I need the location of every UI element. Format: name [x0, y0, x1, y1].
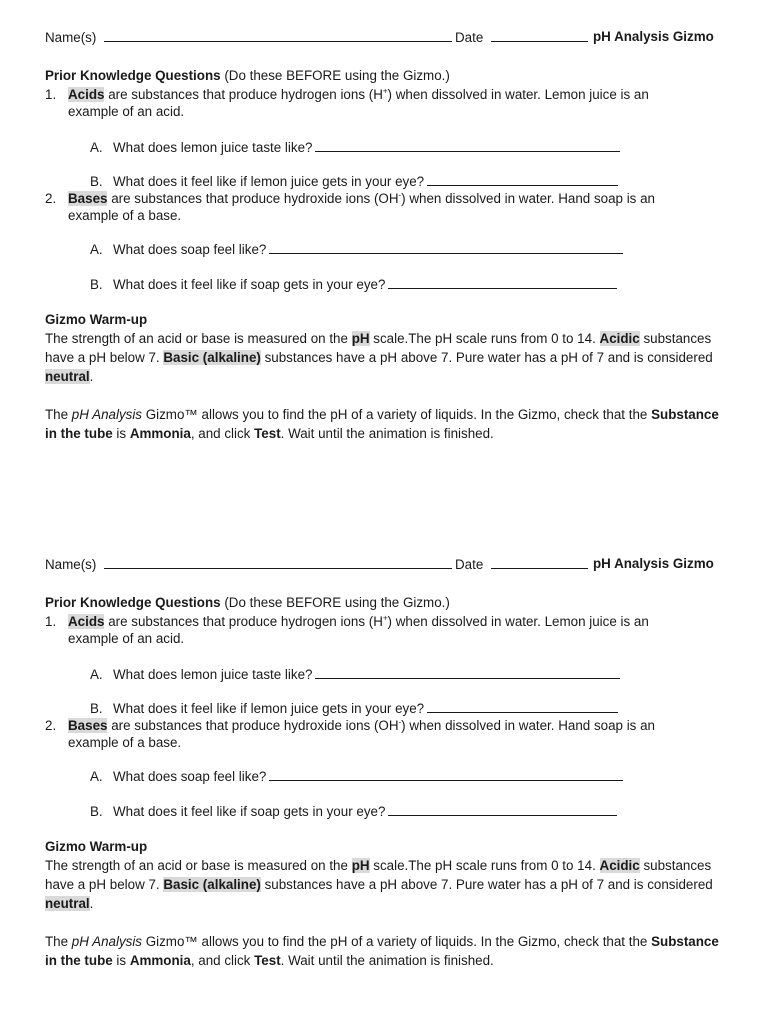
- question-1a: A. What does lemon juice taste like?: [90, 666, 620, 683]
- name-blank[interactable]: [104, 28, 452, 42]
- answer-blank[interactable]: [427, 700, 618, 713]
- date-blank[interactable]: [491, 28, 588, 42]
- term-ph: pH: [351, 331, 370, 346]
- term-bases: Bases: [68, 191, 108, 206]
- question-text: Bases are substances that produce hydroxide ions (OH-) when dissolved in water. Hand soap is an example of a base.: [68, 717, 655, 750]
- warmup-paragraph-2: The pH Analysis Gizmo™ allows you to find the pH of a variety of liquids. In the Gizmo, check that the Substance in the tube is Ammonia, and click Test. Wait until the animation is finished.: [45, 407, 719, 441]
- question-number: 1.: [45, 87, 57, 102]
- term-neutral: neutral: [45, 369, 90, 384]
- question-2: [45, 190, 725, 226]
- name-label: Name(s): [45, 30, 97, 45]
- date-field: [455, 555, 588, 573]
- warmup-heading: Gizmo Warm-up: [45, 312, 148, 327]
- question-1a: A. What does lemon juice taste like?: [90, 139, 620, 156]
- answer-blank[interactable]: [269, 768, 623, 781]
- name-field: [45, 555, 452, 573]
- term-acidic: Acidic: [599, 331, 640, 346]
- question-number: 2.: [45, 191, 57, 206]
- question-2: [45, 717, 725, 753]
- answer-blank[interactable]: [388, 803, 617, 816]
- question-2b: B. What does it feel like if soap gets in your eye?: [90, 803, 617, 820]
- term-basic: Basic (alkaline): [163, 350, 261, 365]
- prior-knowledge-heading: Prior Knowledge Questions (Do these BEFORE using the Gizmo.): [45, 68, 450, 83]
- worksheet-header: [45, 555, 735, 573]
- question-1: [45, 613, 725, 649]
- question-text: Acids are substances that produce hydrogen ions (H+) when dissolved in water. Lemon juice is an example of an acid.: [68, 613, 649, 646]
- question-number: 2.: [45, 718, 57, 733]
- name-field: [45, 28, 452, 46]
- term-bases: Bases: [68, 718, 108, 733]
- term-neutral: neutral: [45, 896, 90, 911]
- term-basic: Basic (alkaline): [163, 877, 261, 892]
- answer-blank[interactable]: [269, 241, 623, 254]
- page-title: pH Analysis Gizmo: [593, 29, 714, 44]
- term-acids: Acids: [68, 87, 105, 102]
- question-2a: A. What does soap feel like?: [90, 768, 623, 785]
- term-ph: pH: [351, 858, 370, 873]
- question-2a: A. What does soap feel like?: [90, 241, 623, 258]
- answer-blank[interactable]: [427, 173, 618, 186]
- date-blank[interactable]: [491, 555, 588, 569]
- warmup-paragraph-1: The strength of an acid or base is measured on the pH scale.The pH scale runs from 0 to 14. Acidic substances have a pH below 7. Basic (alkaline) substances have a pH above 7. Pure water has a pH of 7 and is considered neutral.: [45, 858, 713, 911]
- prior-knowledge-heading: Prior Knowledge Questions (Do these BEFORE using the Gizmo.): [45, 595, 450, 610]
- answer-blank[interactable]: [315, 139, 620, 152]
- question-1b: B. What does it feel like if lemon juice gets in your eye?: [90, 173, 618, 190]
- answer-blank[interactable]: [388, 276, 617, 289]
- warmup-paragraph-2: The pH Analysis Gizmo™ allows you to find the pH of a variety of liquids. In the Gizmo, check that the Substance in the tube is Ammonia, and click Test. Wait until the animation is finished.: [45, 934, 719, 968]
- term-acidic: Acidic: [599, 858, 640, 873]
- question-text: Acids are substances that produce hydrogen ions (H+) when dissolved in water. Lemon juice is an example of an acid.: [68, 86, 649, 119]
- date-label: Date: [455, 30, 484, 45]
- worksheet-header: [45, 28, 735, 46]
- date-field: [455, 28, 588, 46]
- name-blank[interactable]: [104, 555, 452, 569]
- term-acids: Acids: [68, 614, 105, 629]
- question-1b: B. What does it feel like if lemon juice gets in your eye?: [90, 700, 618, 717]
- warmup-heading: Gizmo Warm-up: [45, 839, 148, 854]
- question-text: Bases are substances that produce hydroxide ions (OH-) when dissolved in water. Hand soap is an example of a base.: [68, 190, 655, 223]
- question-2b: B. What does it feel like if soap gets in your eye?: [90, 276, 617, 293]
- question-1: [45, 86, 725, 122]
- question-number: 1.: [45, 614, 57, 629]
- page-title: pH Analysis Gizmo: [593, 556, 714, 571]
- name-label: Name(s): [45, 557, 97, 572]
- date-label: Date: [455, 557, 484, 572]
- answer-blank[interactable]: [315, 666, 620, 679]
- warmup-paragraph-1: The strength of an acid or base is measured on the pH scale.The pH scale runs from 0 to 14. Acidic substances have a pH below 7. Basic (alkaline) substances have a pH above 7. Pure water has a pH of 7 and is considered neutral.: [45, 331, 713, 384]
